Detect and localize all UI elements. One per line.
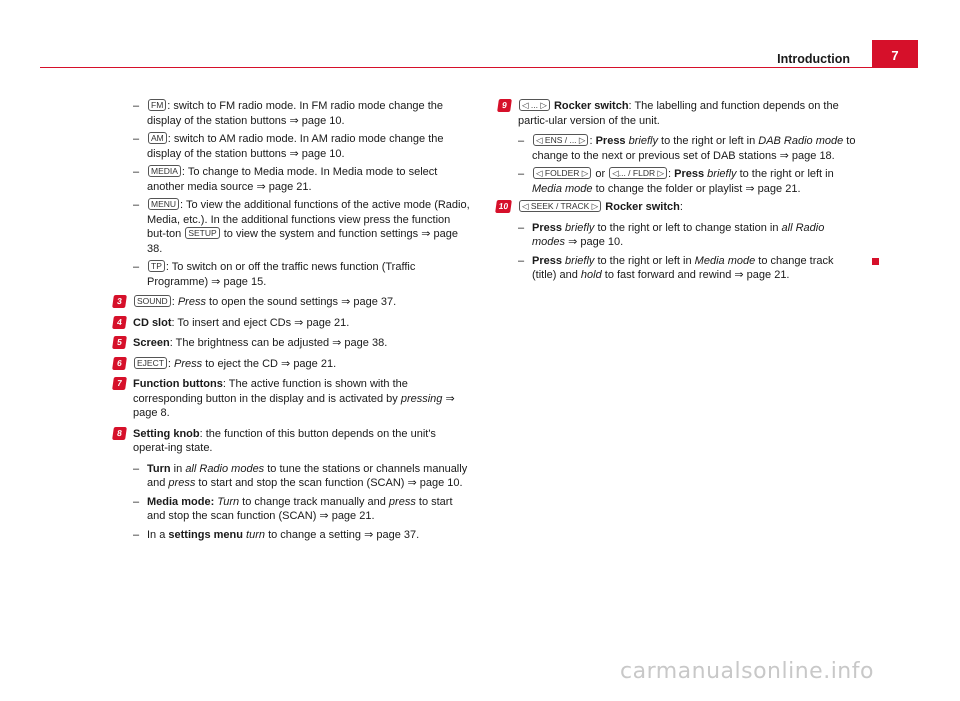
callout-badge: 3	[112, 295, 127, 308]
list-item: – AM : switch to AM radio mode. In AM radio mode change the display of the station buttons ⇒ page 10.	[133, 133, 444, 160]
fldr-key: ◁... / FLDR ▷	[609, 167, 667, 179]
list-item: – In a settings menu turn to change a setting ⇒ page 37.	[133, 528, 420, 541]
header-rule	[40, 67, 918, 68]
item-10: 10 ◁ SEEK / TRACK ▷ Rocker switch:	[518, 200, 858, 215]
list-item: – ◁ FOLDER ▷ or ◁... / FLDR ▷ : Press briefly to the right or left in Media mode to change the folder or playlist ⇒ page 21.	[518, 168, 834, 195]
right-column	[498, 99, 858, 287]
sound-key: SOUND	[134, 295, 171, 307]
list-item: – Turn in all Radio modes to tune the stations or channels manually and press to start and stop the scan function (SCAN) ⇒ page 10.	[133, 462, 468, 489]
page-header	[40, 40, 918, 68]
callout-badge: 10	[495, 200, 512, 213]
section-end-marker	[872, 258, 879, 265]
fm-key: FM	[148, 99, 166, 111]
callout-badge: 9	[497, 99, 512, 112]
list-item: – FM : switch to FM radio mode. In FM radio mode change the display of the station buttons ⇒ page 10.	[133, 100, 444, 127]
callout-badge: 4	[112, 316, 127, 329]
am-key: AM	[148, 132, 167, 144]
item-8: 8 Setting knob: the function of this button depends on the unit's operat-ing state.	[133, 427, 471, 456]
left-column	[116, 99, 471, 546]
callout-badge: 7	[112, 377, 127, 390]
folder-key: ◁ FOLDER ▷	[533, 167, 591, 179]
callout-badge: 6	[112, 357, 127, 370]
seek-track-key: ◁ SEEK / TRACK ▷	[519, 200, 601, 212]
callout-badge: 5	[112, 336, 127, 349]
list-item: – ◁ ENS / ... ▷ : Press briefly to the right or left in DAB Radio mode to change to the next or previous set of DAB stations ⇒ page 18.	[518, 135, 856, 162]
eject-key: EJECT	[134, 357, 167, 369]
setup-key: SETUP	[185, 227, 219, 239]
item-4: 4 CD slot: To insert and eject CDs ⇒ page 21.	[133, 316, 471, 331]
item-7: 7 Function buttons: The active function is shown with the corresponding button in the display and is activated by pressing ⇒ page 8.	[133, 377, 471, 421]
rocker-key: ◁ ... ▷	[519, 99, 550, 111]
list-item: – MENU : To view the additional functions of the active mode (Radio, Media, etc.). In the additional functions view press the function but-ton SETUP to view the system and function settings ⇒ page 38.	[133, 199, 470, 255]
item-9: 9 ◁ ... ▷ Rocker switch: The labelling and function depends on the partic-ular version of the unit.	[518, 99, 858, 128]
page-number: 7	[872, 40, 918, 68]
media-key: MEDIA	[148, 165, 181, 177]
list-item: – MEDIA : To change to Media mode. In Media mode to select another media source ⇒ page 21.	[133, 166, 438, 193]
list-item: – Media mode: Turn to change track manually and press to start and stop the scan function (SCAN) ⇒ page 21.	[133, 495, 453, 522]
watermark: carmanualsonline.info	[620, 659, 874, 684]
list-item: – TP : To switch on or off the traffic news function (Traffic Programme) ⇒ page 15.	[133, 261, 416, 288]
item-5: 5 Screen: The brightness can be adjusted ⇒ page 38.	[133, 336, 471, 351]
page-title: Introduction	[777, 52, 850, 66]
item-6: 6 EJECT : Press to eject the CD ⇒ page 21.	[133, 357, 471, 372]
callout-badge: 8	[112, 427, 127, 440]
item-3: 3 SOUND : Press to open the sound settings ⇒ page 37.	[133, 295, 471, 310]
list-item: – Press briefly to the right or left to change station in all Radio modes ⇒ page 10.	[518, 221, 825, 248]
menu-key: MENU	[148, 198, 179, 210]
ens-key: ◁ ENS / ... ▷	[533, 134, 588, 146]
tp-key: TP	[148, 260, 165, 272]
list-item: – Press briefly to the right or left in Media mode to change track (title) and hold to fast forward and rewind ⇒ page 21.	[518, 254, 834, 281]
